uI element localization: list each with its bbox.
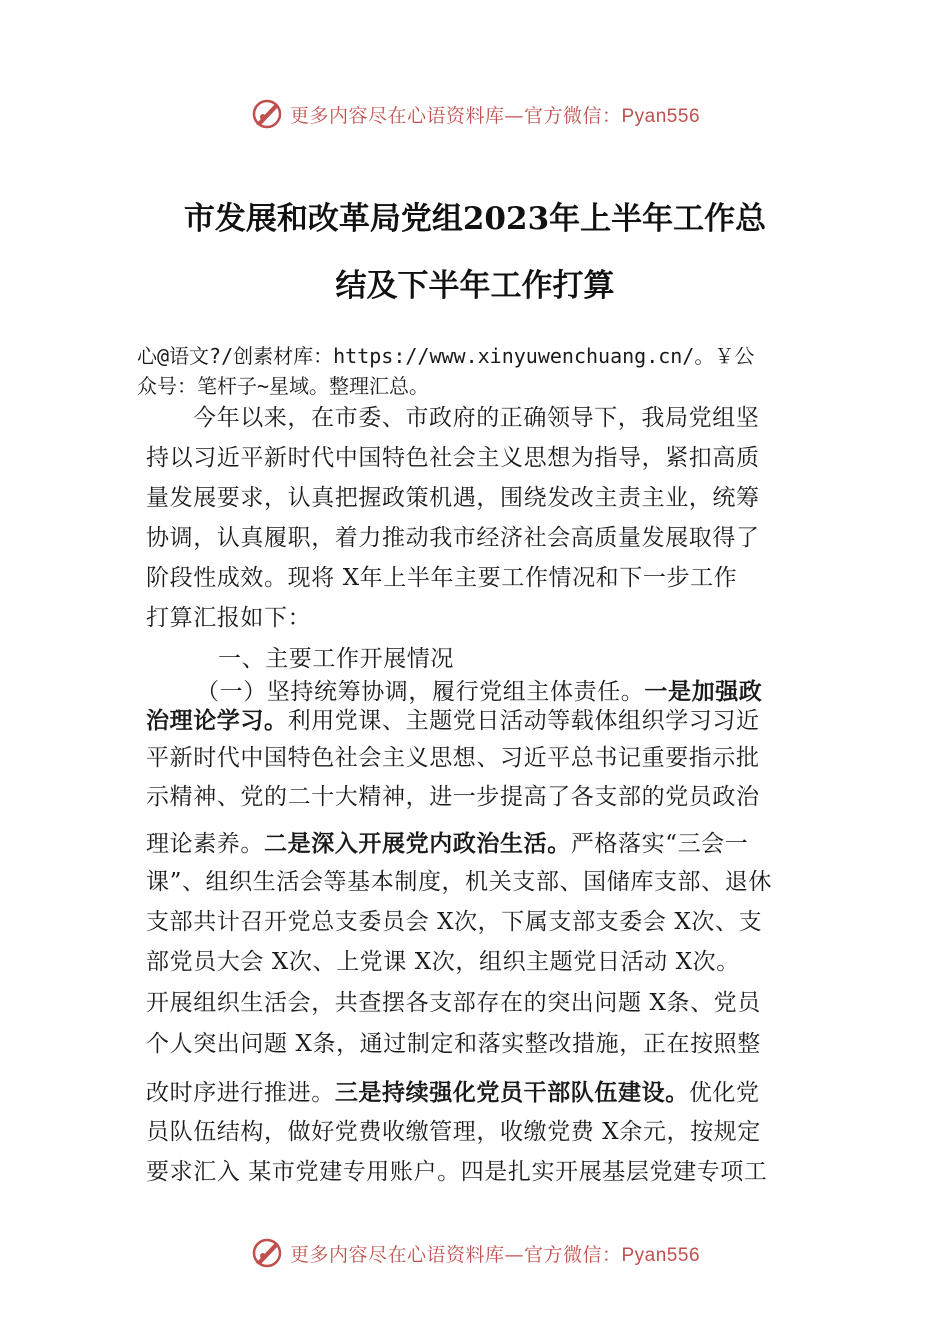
section-heading: 一、主要工作开展情况 [218,646,454,672]
document-title-line-2: 结及下半年工作打算 [335,268,615,304]
bold-point-2: 二是深入开展党内政治生活。 [264,831,571,857]
paragraph-line: 平新时代中国特色社会主义思想、习近平总书记重要指示批 [146,745,760,771]
paragraph-line: 阶段性成效。现将 X年上半年主要工作情况和下一步工作 [146,565,738,591]
document-title-line-1: 市发展和改革局党组2023年上半年工作总 [183,201,767,237]
paragraph-line: 员队伍结构，做好党费收缴管理，收缴党费 X余元，按规定 [146,1119,761,1145]
paragraph-line: 持以习近平新时代中国特色社会主义思想为指导，紧扣高质 [146,445,760,471]
paragraph-line: 支部共计召开党总支委员会 X次，下属支部支委会 X次、支 [146,909,763,935]
banner-text: 更多内容尽在心语资料库—官方微信：Pyan556 [289,1243,701,1266]
bold-point-1b: 治理论学习。 [146,708,288,734]
brush-logo-icon [250,1236,284,1270]
paragraph-line: 要求汇入 某市党建专用账户。四是扎实开展基层党建专项工 [146,1159,768,1185]
paragraph-line: 改时序进行推进。三是持续强化党员干部队伍建设。优化党 [146,1080,760,1106]
bold-point-3: 三是持续强化党员干部队伍建设。 [334,1080,689,1106]
paragraph-line: 个人突出问题 X条，通过制定和落实整改措施，正在按照整 [146,1031,761,1057]
header-banner [0,94,950,134]
paragraph-line: 课”、组织生活会等基本制度，机关支部、国储库支部、退休 [146,869,772,895]
paragraph-line: 示精神、党的二十大精神，进一步提高了各支部的党员政治 [146,784,760,810]
paragraph-line: 部党员大会 X次、上党课 X次，组织主题党日活动 X次。 [146,949,740,975]
paragraph-line: 打算汇报如下： [146,605,312,631]
footer-banner [0,1233,950,1273]
paragraph-line: 量发展要求，认真把握政策机遇，围绕发改主责主业，统筹 [146,485,760,511]
bold-point-1a: 一是加强政 [644,679,763,705]
paragraph-line: （一）坚持统筹协调，履行党组主体责任。一是加强政 [196,679,763,705]
paragraph-line: 开展组织生活会，共查摆各支部存在的突出问题 X条、党员 [146,990,761,1016]
paragraph-line: 协调，认真履职，着力推动我市经济社会高质量发展取得了 [146,525,760,551]
source-note-line-2: 众号：笔杆子~星域。整理汇总。 [137,374,430,398]
paragraph-line: 理论素养。二是深入开展党内政治生活。严格落实“三会一 [146,831,749,857]
source-note-line-1: 心@语文?/创素材库：https://www.xinyuwenchuang.cn/。￥公 [137,344,755,368]
paragraph-line: 治理论学习。利用党课、主题党日活动等载体组织学习习近 [146,708,760,734]
paragraph-line: 今年以来，在市委、市政府的正确领导下，我局党组坚 [193,405,760,431]
banner-text: 更多内容尽在心语资料库—官方微信：Pyan556 [289,104,701,127]
brush-logo-icon [250,97,284,131]
